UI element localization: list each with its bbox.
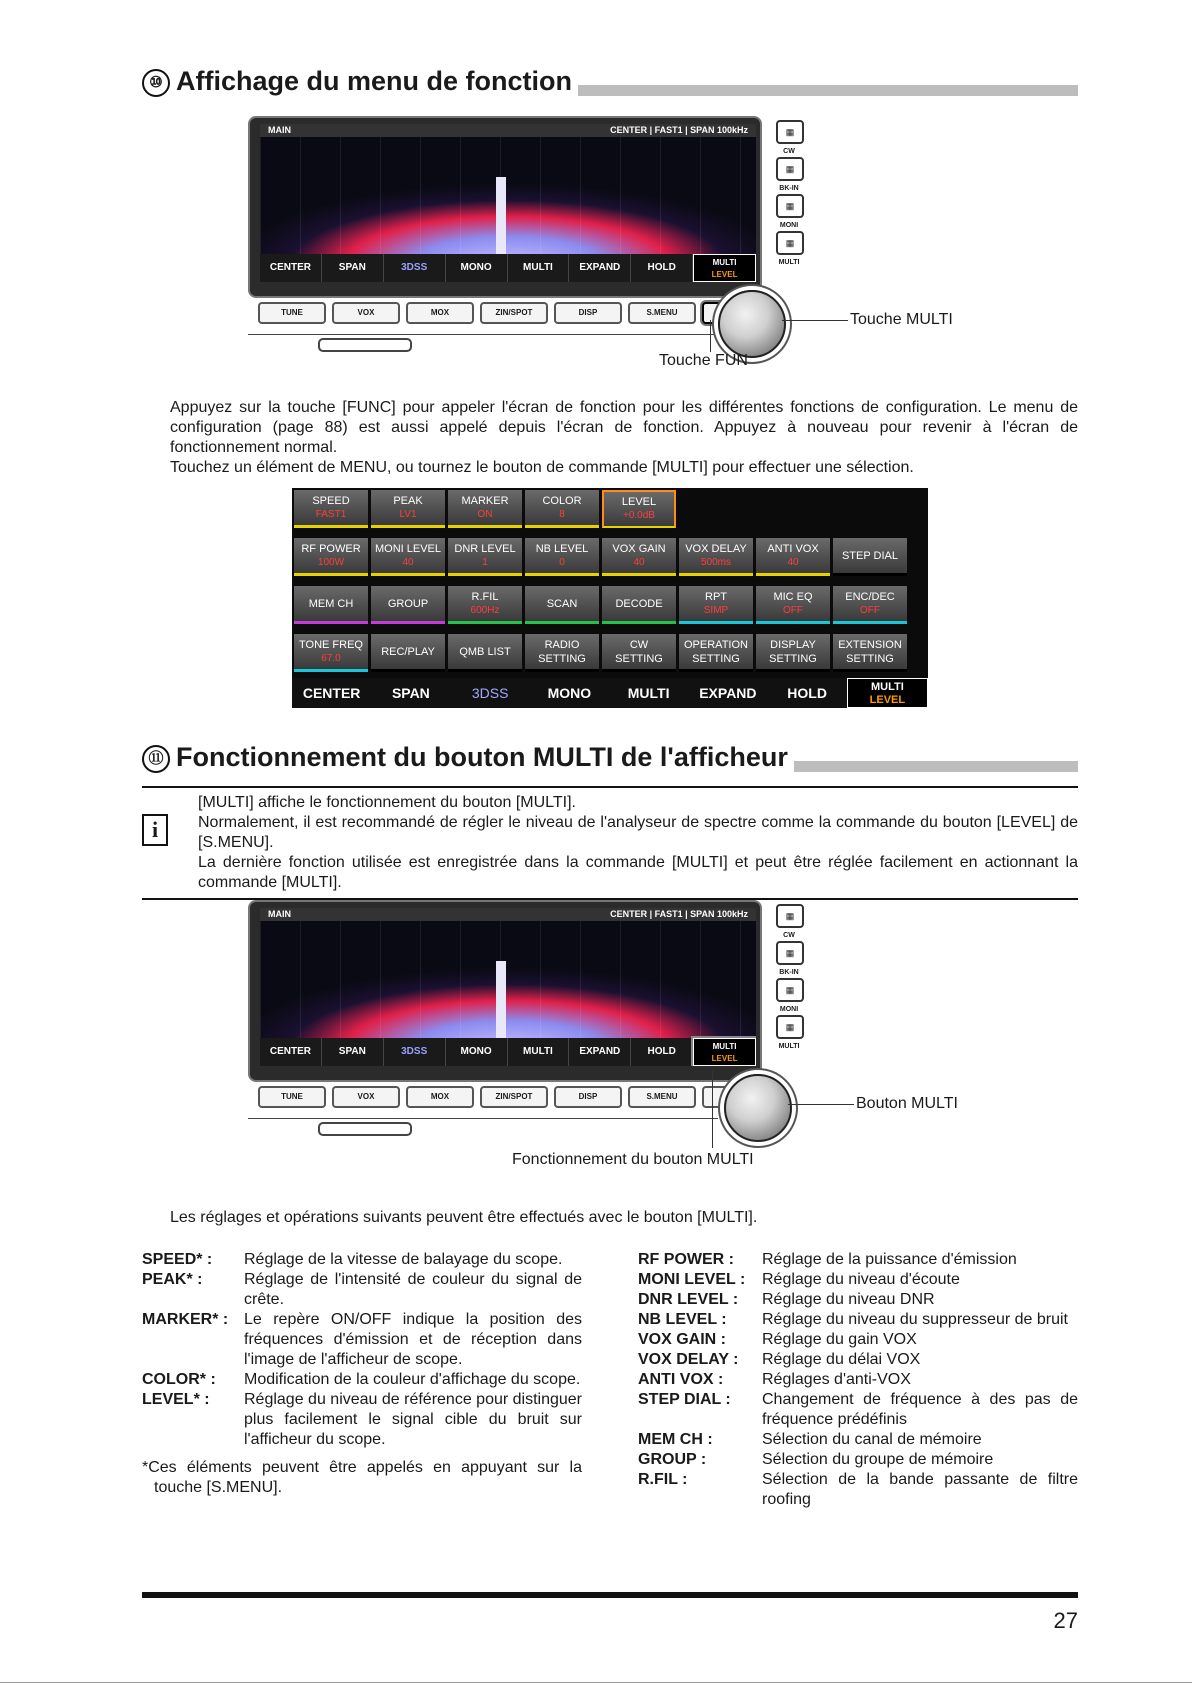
section-10-paragraph-2: Touchez un élément de MENU, ou tournez le bouton de commande [MULTI] pour effectuer une sélection. (170, 459, 914, 476)
mox-key[interactable]: MOX (406, 302, 474, 324)
zin-spot-key[interactable]: ZIN/SPOT (480, 1086, 548, 1108)
keypad-icon: ▦ (776, 1015, 804, 1039)
footer-rule (142, 1592, 1078, 1598)
function-screen (292, 488, 928, 708)
side-keys: ▦ CW ▦ BK-IN ▦ MONI ▦ MULTI (776, 902, 806, 1050)
keypad-icon: ▦ (776, 904, 804, 928)
callout-multi-operation: Fonctionnement du bouton MULTI (512, 1151, 754, 1168)
screen-mode-label: MAIN (268, 125, 291, 135)
func-speed-button[interactable]: SPEED FAST1 (294, 490, 368, 528)
func-row-4 (294, 634, 907, 672)
func-decode-button[interactable]: DECODE (602, 586, 676, 624)
func-tone-freq-button[interactable]: TONE FREQ 67.0 (294, 634, 368, 672)
definition-item: MEM CH : Sélection du canal de mémoire (638, 1431, 982, 1448)
bar-hold-button[interactable]: HOLD (787, 685, 827, 701)
section-title: Affichage du menu de fonction (176, 66, 572, 96)
scope-mono-button[interactable]: MONO (446, 1038, 508, 1066)
func-peak-button[interactable]: PEAK LV1 (371, 490, 445, 528)
func-mic-eq-button[interactable]: MIC EQ OFF (756, 586, 830, 624)
card-slot (318, 338, 412, 352)
screen-button-bar (260, 254, 756, 282)
callout-multi-key: Touche MULTI (850, 311, 953, 328)
radio-illustration-2 (248, 900, 808, 1140)
scope-span-button[interactable]: SPAN (322, 254, 384, 282)
screen-mode-label: MAIN (268, 909, 291, 919)
disp-key[interactable]: DISP (554, 1086, 622, 1108)
func-step-dial-button[interactable]: STEP DIAL (833, 538, 907, 576)
tune-key[interactable]: TUNE (258, 1086, 326, 1108)
scope-multi-level-button[interactable]: MULTI LEVEL (693, 1038, 756, 1066)
scope-mono-button[interactable]: MONO (446, 254, 508, 282)
info-icon: i (142, 814, 168, 846)
func-row-2 (294, 538, 907, 576)
func-vox-gain-button[interactable]: VOX GAIN 40 (602, 538, 676, 576)
scope-span-button[interactable]: SPAN (322, 1038, 384, 1066)
func-display-setting-button[interactable]: DISPLAY SETTING (756, 634, 830, 672)
func-rpt-button[interactable]: RPT SIMP (679, 586, 753, 624)
func-bottom-bar (292, 678, 928, 708)
keypad-icon: ▦ (776, 231, 804, 255)
func-level-button[interactable]: LEVEL +0.0dB (602, 490, 676, 528)
screen-button-bar (260, 1038, 756, 1066)
keypad-icon: ▦ (776, 978, 804, 1002)
scope-3dss-button[interactable]: 3DSS (384, 1038, 446, 1066)
zin-spot-key[interactable]: ZIN/SPOT (480, 302, 548, 324)
info-text: [MULTI] affiche le fonctionnement du bouton [MULTI]. Normalement, il est recommandé de régler le niveau de l'analyseur de spectre comme la commande du bouton [LEVEL] de [S.MENU]. La dernière fonction utilisée est enregistrée dans la commande [MULTI] et peut être réglée facilement en actionnant la commande [MULTI]. (198, 794, 1078, 891)
func-rf-power-button[interactable]: RF POWER 100W (294, 538, 368, 576)
definitions-left (142, 1250, 582, 1498)
scope-hold-button[interactable]: HOLD (631, 1038, 693, 1066)
section-10-heading (142, 64, 1078, 100)
keypad-icon: ▦ (776, 941, 804, 965)
func-row-3 (294, 586, 907, 624)
func-vox-delay-button[interactable]: VOX DELAY 500ms (679, 538, 753, 576)
definition-item: LEVEL* : Réglage du niveau de référence pour distinguer plus facilement le signal cible du bruit sur l'afficheur du scope. (142, 1391, 583, 1448)
page-edge-line (0, 1682, 1192, 1683)
definition-item: VOX DELAY : Réglage du délai VOX (638, 1351, 921, 1368)
definition-item: R.FIL : Sélection de la bande passante de filtre roofing (638, 1471, 1078, 1508)
func-row-1 (294, 490, 676, 528)
bar-mono-button[interactable]: MONO (547, 685, 592, 701)
scope-3dss-button[interactable]: 3DSS (384, 254, 446, 282)
bar-center-button[interactable]: CENTER (302, 685, 361, 701)
func-qmb-list-button[interactable]: QMB LIST (448, 634, 522, 672)
scope-center-button[interactable]: CENTER (260, 254, 322, 282)
scope-multi-level-button[interactable]: MULTI LEVEL (693, 254, 756, 282)
callout-func-key: Touche FUN (659, 352, 748, 369)
definitions-right (638, 1250, 1078, 1510)
section-number: ⑪ (142, 745, 170, 773)
spectrum-display (260, 921, 756, 1038)
definition-item: NB LEVEL : Réglage du niveau du suppresseur de bruit (638, 1311, 1068, 1328)
func-dnr-level-button[interactable]: DNR LEVEL 1 (448, 538, 522, 576)
func-extension-setting-button[interactable]: EXTENSION SETTING (833, 634, 907, 672)
func-cw-setting-button[interactable]: CW SETTING (602, 634, 676, 672)
definition-item: ANTI VOX : Réglages d'anti-VOX (638, 1371, 911, 1388)
func-anti-vox-button[interactable]: ANTI VOX 40 (756, 538, 830, 576)
func-moni-level-button[interactable]: MONI LEVEL 40 (371, 538, 445, 576)
definition-item: COLOR* : Modification de la couleur d'affichage du scope. (142, 1371, 581, 1388)
callout-multi-knob: Bouton MULTI (856, 1095, 958, 1112)
vox-key[interactable]: VOX (332, 302, 400, 324)
mox-key[interactable]: MOX (406, 1086, 474, 1108)
footnote: *Ces éléments peuvent être appelés en appuyant sur la touche [S.MENU]. (142, 1459, 582, 1496)
section-11-intro: Les réglages et opérations suivants peuvent être effectués avec le bouton [MULTI]. (170, 1209, 758, 1226)
hardware-keys (258, 302, 770, 324)
definition-item: PEAK* : Réglage de l'intensité de couleur du signal de crête. (142, 1271, 582, 1308)
func-marker-button[interactable]: MARKER ON (448, 490, 522, 528)
func-mem-ch-button[interactable]: MEM CH (294, 586, 368, 624)
screen-span-label: CENTER | FAST1 | SPAN 100kHz (610, 909, 748, 919)
screen-span-label: CENTER | FAST1 | SPAN 100kHz (610, 125, 748, 135)
disp-key[interactable]: DISP (554, 302, 622, 324)
scope-expand-button[interactable]: EXPAND (569, 1038, 631, 1066)
func-scan-button[interactable]: SCAN (525, 586, 599, 624)
multi-knob[interactable] (718, 290, 786, 358)
s-menu-key[interactable]: S.MENU (628, 1086, 696, 1108)
definition-item: STEP DIAL : Changement de fréquence à des pas de fréquence prédéfinis (638, 1391, 1078, 1428)
bar-3dss-button[interactable]: 3DSS (471, 685, 509, 701)
section-11-heading (142, 740, 1078, 776)
info-note (142, 786, 1078, 900)
section-title: Fonctionnement du bouton MULTI de l'afficheur (176, 742, 788, 772)
page-number: 27 (1053, 1608, 1078, 1633)
definition-item: MARKER* : Le repère ON/OFF indique la position des fréquences d'émission et de réception dans l'image de l'afficheur de scope. (142, 1311, 582, 1368)
definition-item: MONI LEVEL : Réglage du niveau d'écoute (638, 1271, 960, 1288)
definition-item: GROUP : Sélection du groupe de mémoire (638, 1451, 994, 1468)
keypad-icon: ▦ (776, 157, 804, 181)
bar-span-button[interactable]: SPAN (391, 685, 430, 701)
scope-screen (260, 908, 756, 1066)
scope-hold-button[interactable]: HOLD (631, 254, 693, 282)
func-rec-play-button[interactable]: REC/PLAY (371, 634, 445, 672)
definition-item: RF POWER : Réglage de la puissance d'émission (638, 1251, 1017, 1268)
tune-key[interactable]: TUNE (258, 302, 326, 324)
side-keys: ▦ CW ▦ BK-IN ▦ MONI ▦ MULTI (776, 118, 806, 266)
scope-expand-button[interactable]: EXPAND (569, 254, 631, 282)
func-group-button[interactable]: GROUP (371, 586, 445, 624)
multi-knob[interactable] (724, 1074, 792, 1142)
radio-illustration-1 (248, 116, 808, 356)
scope-center-button[interactable]: CENTER (260, 1038, 322, 1066)
definition-item: DNR LEVEL : Réglage du niveau DNR (638, 1291, 935, 1308)
bar-expand-button[interactable]: EXPAND (699, 685, 757, 701)
keypad-icon: ▦ (776, 120, 804, 144)
spectrum-display (260, 137, 756, 254)
func-rfil-button[interactable]: R.FIL 600Hz (448, 586, 522, 624)
definition-item: SPEED* : Réglage de la vitesse de balayage du scope. (142, 1251, 563, 1268)
scope-multi-button[interactable]: MULTI (508, 1038, 570, 1066)
section-number: ⑩ (142, 69, 170, 97)
func-nb-level-button[interactable]: NB LEVEL 0 (525, 538, 599, 576)
vox-key[interactable]: VOX (332, 1086, 400, 1108)
func-radio-setting-button[interactable]: RADIO SETTING (525, 634, 599, 672)
func-enc-dec-button[interactable]: ENC/DEC OFF (833, 586, 907, 624)
card-slot (318, 1122, 412, 1136)
bar-multi-level-button[interactable]: MULTI LEVEL (847, 678, 928, 708)
definition-item: VOX GAIN : Réglage du gain VOX (638, 1331, 917, 1348)
bar-multi-button[interactable]: MULTI (627, 685, 670, 701)
keypad-icon: ▦ (776, 194, 804, 218)
s-menu-key[interactable]: S.MENU (628, 302, 696, 324)
func-color-button[interactable]: COLOR 8 (525, 490, 599, 528)
scope-screen (260, 124, 756, 282)
section-10-paragraph-1: Appuyez sur la touche [FUNC] pour appeler l'écran de fonction pour les différentes fonctions de configuration. Le menu de configuration (page 88) est aussi appelé depuis l'écran de fonction. Appuyez à nouveau pour revenir à l'écran de fonctionnement normal. (170, 399, 1078, 456)
hardware-keys (258, 1086, 770, 1108)
func-operation-setting-button[interactable]: OPERATION SETTING (679, 634, 753, 672)
scope-multi-button[interactable]: MULTI (508, 254, 570, 282)
